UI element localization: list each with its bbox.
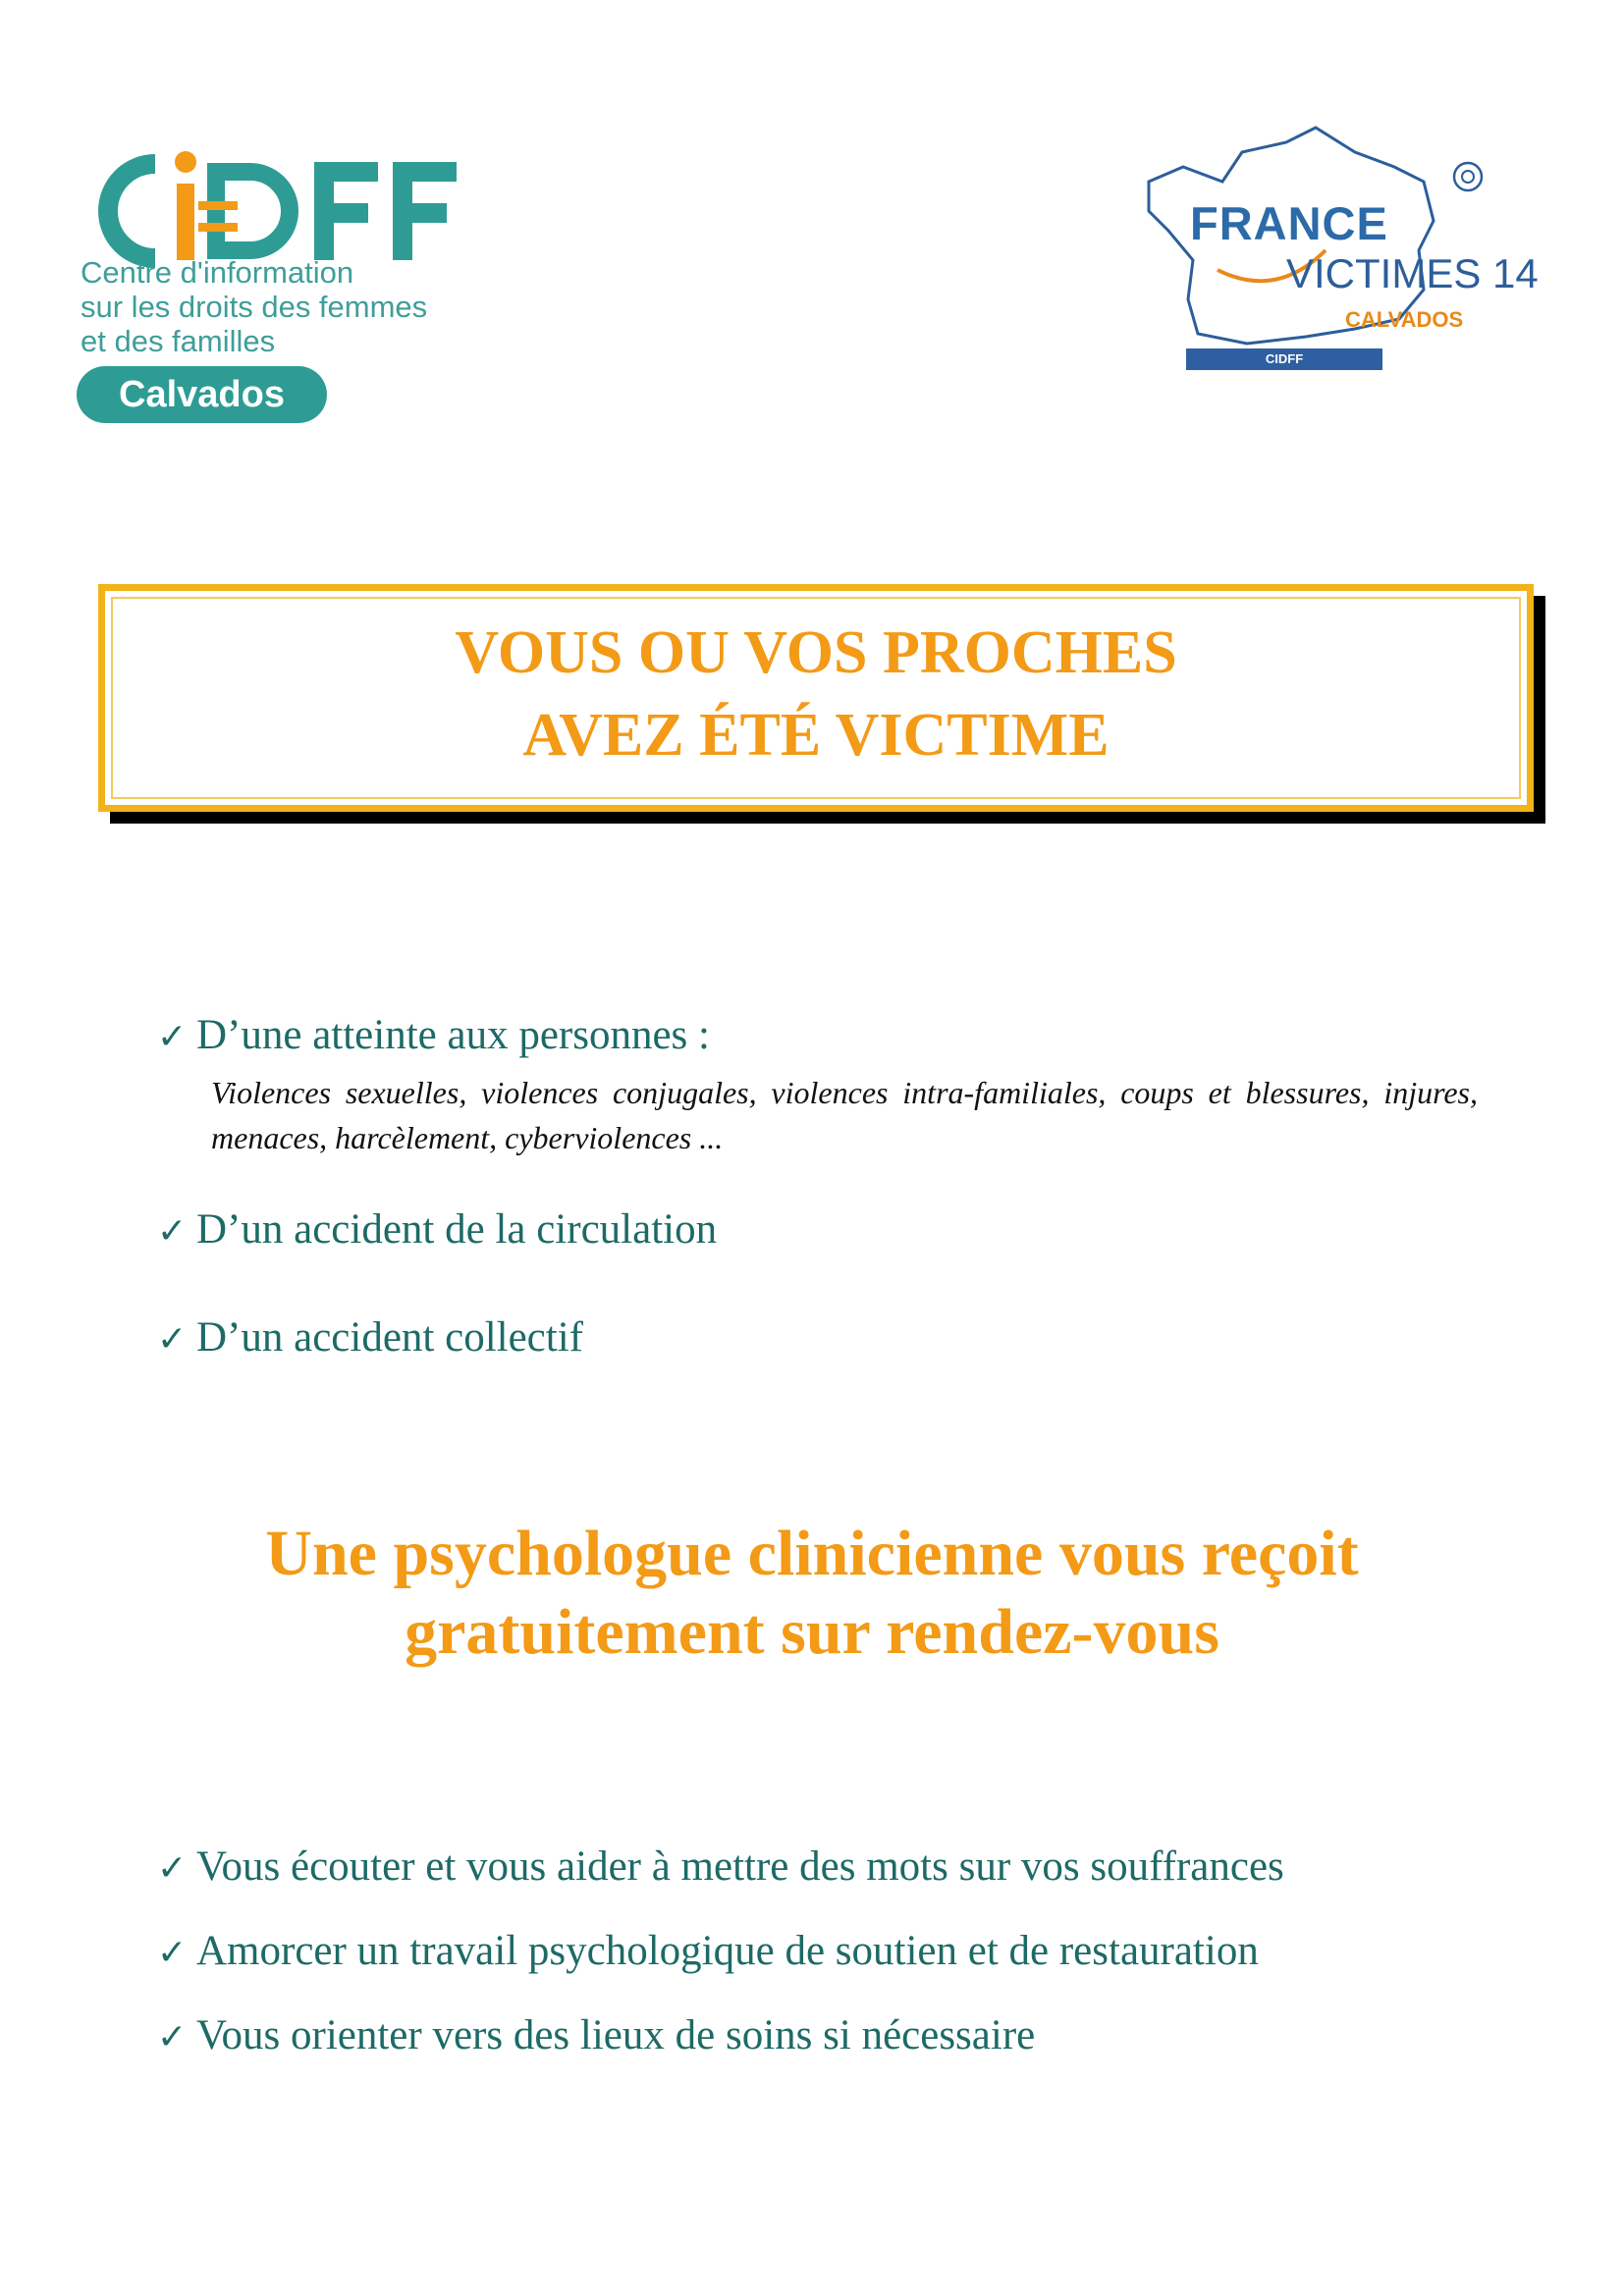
situation-item: [157, 1313, 583, 1362]
situation-label: D’une atteinte aux personnes :: [196, 1012, 710, 1058]
headline-line-2: AVEZ ÉTÉ VICTIME: [522, 702, 1110, 769]
check-icon: ✓: [157, 1017, 188, 1057]
cidff-calvados-badge: Calvados: [77, 366, 327, 423]
situation-label: D’un accident collectif: [196, 1314, 583, 1361]
service-item: [157, 1842, 1284, 1891]
service-item: [157, 1927, 1259, 1975]
cidff-subtitle-line-1: Centre d'information: [81, 255, 354, 290]
headline-box: [98, 584, 1534, 812]
cidff-subtitle-line-3: et des familles: [81, 324, 276, 358]
service-item: [157, 2011, 1035, 2059]
situation-label: D’un accident de la circulation: [196, 1206, 718, 1253]
france-victimes-cidff-bar: CIDFF: [1186, 348, 1382, 370]
service-label: Vous orienter vers des lieux de soins si nécessaire: [196, 2012, 1036, 2058]
situation-detail: Violences sexuelles, violences conjugales, violences intra-familiales, coups et blessures, injures, menaces, harcèlement, cyberviolences ...: [211, 1075, 1478, 1155]
check-icon: ✓: [157, 1848, 188, 1889]
situation-item: [157, 1011, 710, 1059]
france-victimes-line-2: VICTIMES 14: [1286, 250, 1539, 296]
service-label: Amorcer un travail psychologique de soutien et de restauration: [196, 1928, 1259, 1974]
france-victimes-logo: [1129, 123, 1539, 388]
cidff-logo: [69, 103, 560, 427]
check-icon: ✓: [157, 1319, 188, 1360]
highlight-line-2: gratuitement sur rendez-vous: [405, 1596, 1219, 1668]
check-icon: ✓: [157, 1211, 188, 1252]
cidff-wordmark: [79, 142, 550, 270]
france-victimes-line-1: FRANCE: [1190, 197, 1388, 249]
situation-item: [157, 1205, 717, 1254]
cidff-subtitle-line-2: sur les droits des femmes: [81, 290, 428, 324]
check-icon: ✓: [157, 1933, 188, 1973]
highlight-line-1: Une psychologue clinicienne vous reçoit: [265, 1518, 1359, 1589]
check-icon: ✓: [157, 2017, 188, 2057]
france-victimes-line-3: CALVADOS: [1345, 307, 1464, 332]
service-label: Vous écouter et vous aider à mettre des mots sur vos souffrances: [196, 1843, 1284, 1890]
headline-line-1: VOUS OU VOS PROCHES: [455, 619, 1177, 686]
